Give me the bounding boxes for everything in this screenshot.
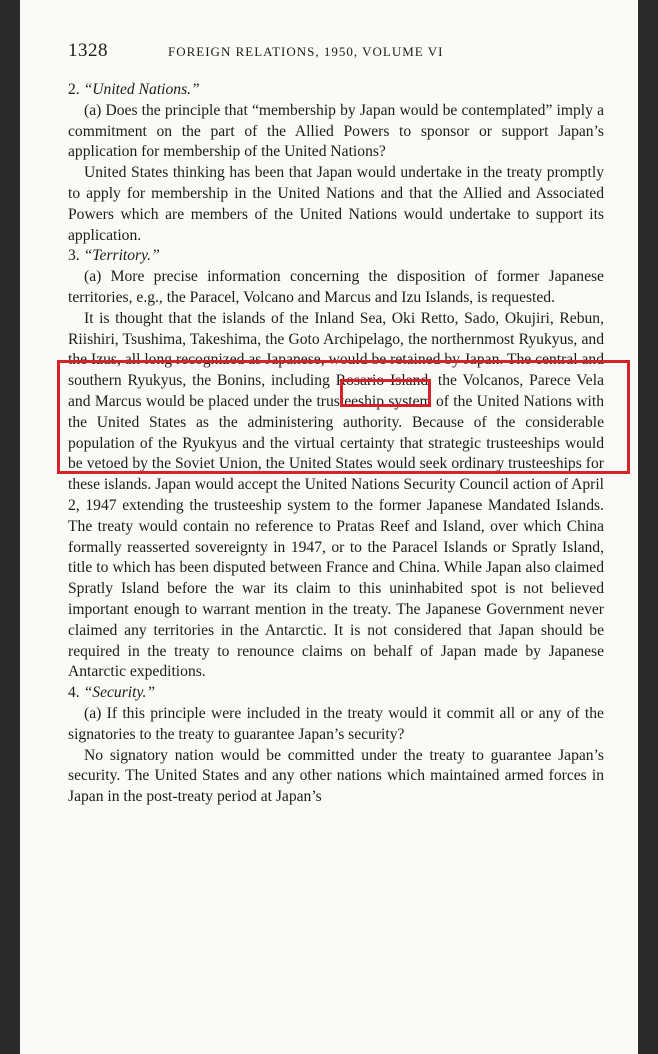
section-heading-territory [68, 246, 604, 267]
section-heading-security [68, 683, 604, 704]
answer-paragraph: United States thinking has been that Japan would undertake in the treaty promptly to apply for membership in the United Nations and that the Allied and Associated Powers which are members of the United Nations would undertake to support its application. [68, 164, 604, 244]
section-title: “United Nations.” [83, 81, 200, 98]
answer-text-after: , the Goto Archipelago, the northernmost Ryukyus, and the Izus, all long recognized as Japanese, would be retained by Japan. The central and southern Ryukyus, the Bonins, including Rosario Island, the Volcanos, Parece Vela and Marcus would be placed under the trusteeship system of the United Nations with the United States as the administering authority. Because of the considerable population of the Ryukyus and the virtual certainty that strategic trusteeships would be vetoed by the Soviet Union, the United States would seek ordinary trusteeships for these islands. Japan would accept the United Nations Security Council action of April 2, 1947 extending the trusteeship system to the former Japanese Mandated Islands. The treaty would contain no reference to Pratas Reef and Island, over which China formally reasserted sovereignty in 1947, or to the Paracel Islands or Spratly Island, title to which has been disputed between France and China. While Japan also claimed Spratly Island before the war its claim to this uninhabited spot is not believed important enough to warrant mention in the treaty. The Japanese Government never claimed any territories in the Antarctic. It is not considered that Japan should be required in the treaty to renounce claims on behalf of Japan made by Japanese Antarctic expeditions. [68, 330, 604, 681]
running-head [68, 40, 604, 70]
question-paragraph [68, 267, 604, 309]
question-paragraph [68, 101, 604, 163]
section-number: 3. [68, 247, 80, 265]
page-number: 1328 [68, 40, 108, 61]
section-number: 4. [68, 684, 80, 702]
question-text: If this principle were included in the treaty would it commit all or any of the signatories to the treaty to guarantee Japan’s security? [68, 704, 604, 743]
question-label: (a) [84, 101, 102, 119]
answer-paragraph-territory [68, 309, 604, 683]
answer-text-before: It is thought that the islands of the Inland Sea, Oki Retto, Sado, Okujiri, Rebun, Riishiri, Tsushima, [68, 309, 604, 348]
question-label: (a) [84, 704, 102, 722]
question-text: More precise information concerning the disposition of former Japanese territories, e.g., the Paracel, Volcano and Marcus and Izu Islands, is requested. [68, 268, 604, 306]
question-label: (a) [84, 268, 102, 286]
running-title: FOREIGN RELATIONS, 1950, VOLUME VI [168, 44, 444, 59]
question-text: Does the principle that “membership by Japan would be contemplated” imply a commitment on the part of the Allied Powers to sponsor or support Japan’s application for membership of the United Nations? [68, 101, 605, 161]
answer-paragraph: No signatory nation would be committed under the treaty to guarantee Japan’s security. The United States and any other nations which maintained armed forces in Japan in the post-treaty period at Japan’s [68, 746, 604, 806]
question-paragraph [68, 704, 604, 746]
section-number: 2. [68, 81, 80, 98]
section-title: “Security.” [83, 684, 156, 702]
section-title: “Territory.” [83, 247, 160, 265]
highlighted-word: Takeshima [189, 330, 258, 348]
document-page [20, 0, 638, 1054]
document-body [68, 80, 604, 808]
section-heading-united-nations [68, 80, 604, 101]
